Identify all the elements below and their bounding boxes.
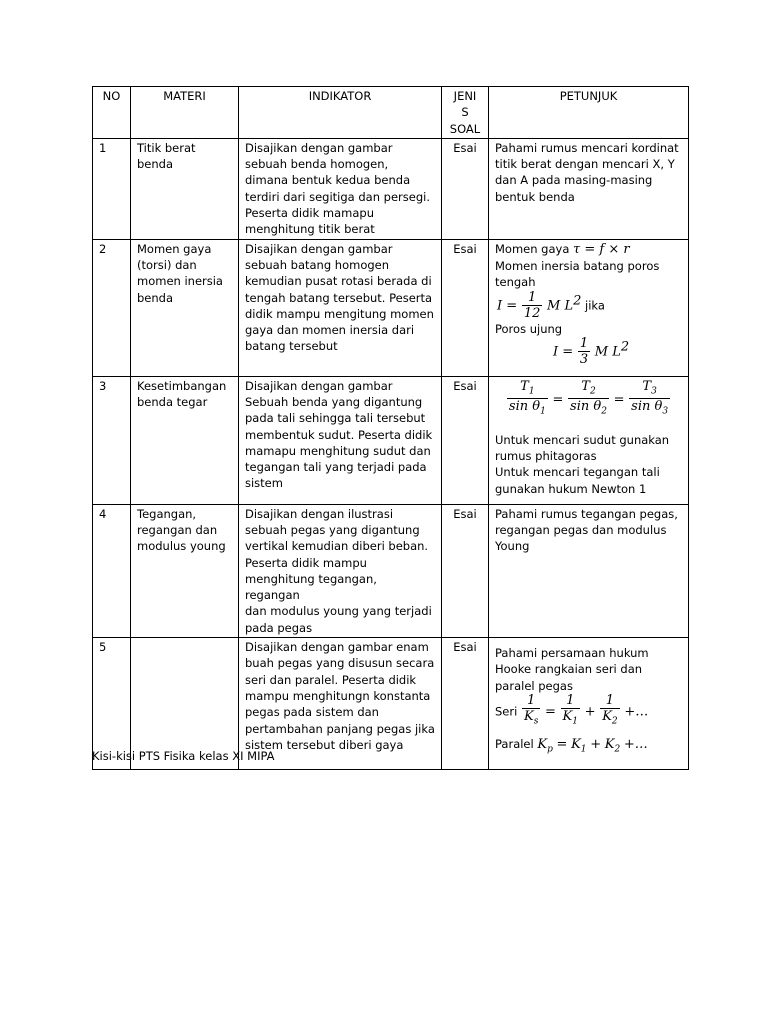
petunjuk-line: Hooke rangkaian seri dan — [495, 662, 643, 677]
row-indikator — [239, 376, 442, 504]
materi-line: benda tegar — [137, 394, 208, 409]
plus-sign: + — [590, 736, 602, 752]
row-jenis-soal: Esai — [442, 376, 489, 504]
petunjuk-line: rumus phitagoras — [495, 449, 597, 464]
equilibrium-formula — [495, 380, 682, 420]
subscript: 1 — [528, 386, 535, 397]
materi-line: Kesetimbangan — [137, 378, 227, 393]
indikator-line: terdiri dari segitiga dan persegi. — [245, 189, 430, 204]
row-jenis-soal: Esai — [442, 138, 489, 239]
fraction-numerator: 1 — [522, 694, 540, 709]
indikator-line: pada pegas — [245, 620, 313, 635]
petunjuk-line: gunakan hukum Newton 1 — [495, 481, 647, 496]
row-no: 3 — [93, 376, 131, 504]
fraction-denominator — [507, 399, 548, 420]
fraction-numerator — [568, 380, 609, 400]
seri-label: Seri — [495, 704, 518, 719]
tension-symbol: T — [581, 378, 590, 394]
indikator-line: didik mampu mengitung momen — [245, 306, 434, 321]
materi-line: benda — [137, 290, 174, 305]
fraction — [568, 380, 609, 420]
indikator-line: menghitung tegangan, regangan — [245, 571, 377, 603]
plus-sign: + — [584, 704, 596, 720]
table-header-row — [93, 87, 689, 139]
spring-constant: K — [571, 736, 581, 752]
subscript: 2 — [601, 406, 607, 417]
header-materi: MATERI — [131, 87, 239, 139]
petunjuk-line: Momen inersia batang poros — [495, 258, 660, 273]
sine-term: sin θ — [570, 399, 602, 415]
indikator-line: membentuk sudut. Peserta didik — [245, 427, 433, 442]
row-indikator — [239, 504, 442, 637]
petunjuk-line: Pahami persamaan hukum — [495, 646, 649, 661]
indikator-line: batang tersebut — [245, 339, 338, 354]
materi-line: modulus young — [137, 539, 226, 554]
spring-constant: K — [604, 736, 615, 752]
jika-text: jika — [585, 298, 605, 313]
indikator-line: Disajikan dengan gambar — [245, 140, 393, 155]
ellipsis: +… — [624, 704, 649, 720]
subscript: 1 — [572, 716, 578, 727]
subscript: 1 — [540, 406, 546, 417]
fraction-denominator — [568, 399, 609, 420]
indikator-line: dimana bentuk kedua benda — [245, 173, 411, 188]
table-row — [93, 376, 689, 504]
indikator-line: Peserta didik mampu — [245, 555, 367, 570]
header-petunjuk: PETUNJUK — [489, 87, 689, 139]
petunjuk-line: Pahami rumus mencari kordinat — [495, 140, 679, 155]
row-petunjuk — [489, 504, 689, 637]
header-jenis-l2: S — [461, 105, 469, 120]
fraction — [522, 694, 540, 730]
indikator-line: Disajikan dengan gambar enam — [245, 640, 429, 655]
sine-term: sin θ — [631, 399, 663, 415]
exponent: 2 — [573, 293, 582, 309]
row-no: 1 — [93, 138, 131, 239]
fraction-numerator — [507, 380, 548, 400]
row-no: 2 — [93, 239, 131, 376]
indikator-line: seri dan paralel. Peserta didik — [245, 672, 417, 687]
formula-lhs: I = — [497, 298, 518, 314]
parallel-spring-formula — [495, 736, 682, 758]
formula-lhs — [537, 736, 553, 755]
indikator-line: pegas pada sistem dan — [245, 705, 379, 720]
fraction — [522, 291, 543, 321]
fraction-denominator — [629, 399, 670, 420]
subscript: 2 — [614, 744, 621, 755]
petunjuk-line: Pahami rumus tegangan pegas, — [495, 506, 678, 521]
formula-rhs: M L — [594, 344, 621, 360]
indikator-line: sistem — [245, 476, 283, 491]
subscript: 3 — [662, 406, 669, 417]
fraction-denominator — [561, 709, 580, 730]
inertia-center-formula — [497, 291, 682, 321]
petunjuk-line: Untuk mencari sudut gunakan — [495, 432, 670, 447]
indikator-line: mampu menghitungn konstanta — [245, 688, 431, 703]
row-indikator — [239, 138, 442, 239]
row-jenis-soal: Esai — [442, 239, 489, 376]
indikator-line: tegangan tali yang terjadi pada — [245, 460, 427, 475]
fraction — [561, 694, 580, 730]
fraction — [629, 380, 670, 420]
formula-rhs: M L — [547, 298, 574, 314]
table-row — [93, 504, 689, 637]
materi-line: benda — [137, 157, 174, 172]
indikator-line: vertikal kemudian diberi beban. — [245, 539, 429, 554]
exponent: 2 — [620, 339, 630, 355]
petunjuk-line: tengah — [495, 275, 536, 290]
equals-sign: = — [552, 392, 564, 408]
indikator-line: Disajikan dengan ilustrasi — [245, 506, 394, 521]
indikator-line: pertambahan panjang pegas jika — [245, 721, 435, 736]
document-caption: Kisi-kisi PTS Fisika kelas XI MIPA — [92, 749, 275, 763]
fraction — [507, 380, 548, 420]
row-materi — [131, 376, 239, 504]
indikator-line: kemudian pusat rotasi berada di — [245, 274, 432, 289]
spring-constant: K — [523, 708, 534, 724]
petunjuk-line: dan A pada masing-masing — [495, 173, 653, 188]
petunjuk-line: titik berat dengan mencari X, Y — [495, 157, 675, 172]
header-jenis-soal — [442, 87, 489, 139]
inertia-end-formula — [553, 337, 682, 367]
subscript: 3 — [651, 386, 657, 397]
indikator-line: sebuah pegas yang digantung — [245, 522, 420, 537]
indikator-line: dan modulus young yang terjadi — [245, 604, 432, 619]
subscript: 2 — [611, 716, 618, 727]
fraction — [578, 337, 590, 367]
row-no: 5 — [93, 638, 131, 770]
indikator-line: sistem tersebut diberi gaya — [245, 737, 404, 752]
poros-ujung-label: Poros ujung — [495, 321, 563, 336]
row-no: 4 — [93, 504, 131, 637]
subscript: 2 — [589, 386, 596, 397]
row-petunjuk — [489, 638, 689, 770]
row-petunjuk — [489, 376, 689, 504]
petunjuk-line: regangan pegas dan modulus — [495, 522, 667, 537]
tension-symbol: T — [520, 378, 529, 394]
petunjuk-text-block — [495, 645, 682, 694]
row-materi — [131, 239, 239, 376]
petunjuk-line: Young — [495, 539, 530, 554]
fraction-numerator — [629, 380, 670, 400]
formula-lhs: I = — [553, 344, 574, 360]
indikator-line: tengah batang tersebut. Peserta — [245, 290, 433, 305]
subscript: 1 — [580, 744, 587, 755]
materi-line: Tegangan, — [137, 506, 197, 521]
spring-constant: K — [602, 708, 612, 724]
header-indikator: INDIKATOR — [239, 87, 442, 139]
fraction-denominator — [522, 709, 540, 730]
indikator-line: buah pegas yang disusun secara — [245, 656, 435, 671]
row-materi — [131, 138, 239, 239]
paralel-label: Paralel — [495, 736, 534, 751]
table-row — [93, 138, 689, 239]
indikator-line: Disajikan dengan gambar — [245, 241, 393, 256]
formula-term — [604, 736, 621, 755]
subscript: s — [533, 716, 539, 727]
materi-line: momen inersia — [137, 274, 223, 289]
tension-symbol: T — [642, 378, 652, 394]
equals-sign: = — [544, 704, 556, 720]
indikator-line: mamapu menghitung sudut dan — [245, 443, 431, 458]
indikator-line: sebuah benda homogen, — [245, 157, 389, 172]
materi-line: Momen gaya — [137, 241, 212, 256]
fraction-numerator: 1 — [561, 694, 580, 709]
spring-constant: K — [537, 736, 548, 752]
indikator-line: Sebuah benda yang digantung — [245, 394, 423, 409]
indikator-line: Peserta didik mamapu — [245, 206, 374, 221]
indikator-line: pada tali sehingga tali tersebut — [245, 411, 426, 426]
row-indikator — [239, 239, 442, 376]
formula-rhs — [571, 736, 587, 755]
indikator-line: Disajikan dengan gambar — [245, 378, 393, 393]
sine-term: sin θ — [508, 399, 541, 415]
indikator-line: menghitung titik berat — [245, 222, 375, 237]
fraction-denominator: 3 — [579, 351, 589, 367]
row-materi — [131, 504, 239, 637]
fraction — [600, 694, 619, 730]
indikator-line: gaya dan momen inersia dari — [245, 323, 415, 338]
indikator-line: sebuah batang homogen — [245, 257, 390, 272]
petunjuk-line: Untuk mencari tegangan tali — [495, 465, 660, 480]
equals-sign: = — [613, 392, 625, 408]
fraction-numerator: 1 — [522, 291, 543, 306]
materi-line: (torsi) dan — [137, 257, 197, 272]
table-row — [93, 239, 689, 376]
row-jenis-soal: Esai — [442, 638, 489, 770]
fraction-numerator: 1 — [579, 335, 589, 351]
equals-sign: = — [556, 736, 568, 752]
materi-line: Titik berat — [137, 140, 196, 155]
fraction-denominator — [600, 709, 619, 730]
subscript: p — [547, 744, 553, 755]
row-jenis-soal: Esai — [442, 504, 489, 637]
momen-gaya-line — [495, 241, 682, 258]
torque-formula: τ = f × r — [573, 241, 630, 257]
fraction-denominator: 12 — [523, 305, 541, 321]
petunjuk-line: paralel pegas — [495, 678, 573, 693]
fraction-numerator: 1 — [600, 694, 619, 709]
header-jenis-l3: SOAL — [449, 121, 481, 136]
materi-line: regangan dan — [137, 522, 218, 537]
ellipsis: +… — [623, 736, 648, 752]
spring-constant: K — [562, 708, 573, 724]
kisi-kisi-table — [92, 86, 689, 770]
row-petunjuk — [489, 239, 689, 376]
header-jenis-l1: JENI — [453, 89, 477, 103]
row-petunjuk — [489, 138, 689, 239]
header-no: NO — [93, 87, 131, 139]
series-spring-formula — [495, 694, 682, 730]
petunjuk-line: bentuk benda — [495, 189, 575, 204]
momen-gaya-label: Momen gaya — [495, 241, 570, 256]
